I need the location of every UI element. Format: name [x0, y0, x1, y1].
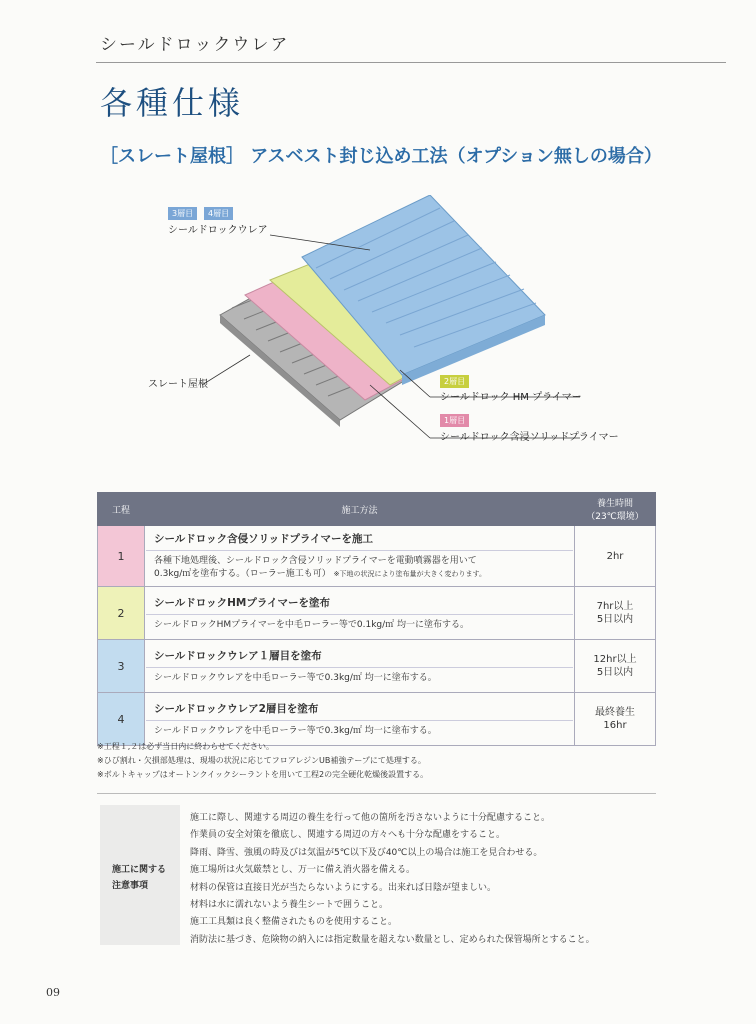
caution-heading-line1: 施工に関する	[112, 865, 167, 875]
header-cure	[575, 493, 656, 526]
step-number: 4	[98, 693, 145, 746]
step-desc-text: シールドロックウレアを中毛ローラー等で0.3kg/㎡ 均一に塗布する。	[154, 725, 437, 736]
step-description	[146, 551, 573, 585]
step-method	[145, 526, 575, 587]
cure-time-line2: 5日以内	[596, 667, 634, 678]
caution-item: 消防法に基づき、危険物の納入には指定数量を超えない数量とし、定められた保管場所とすること。	[190, 934, 595, 945]
caution-heading	[112, 862, 166, 894]
step-title: シールドロックウレア１層目を塗布	[146, 644, 573, 668]
table-notes	[97, 740, 428, 782]
step-title: シールドロックウレア2層目を塗布	[146, 697, 573, 721]
step-method	[145, 640, 575, 693]
page-title: 各種仕様	[100, 84, 245, 122]
caution-item: 材料は水に濡れないよう養生シートで囲うこと。	[190, 900, 389, 911]
cure-time-line2: 16hr	[603, 720, 627, 731]
step-title: シールドロックHMプライマーを塗布	[146, 591, 573, 615]
process-row	[98, 587, 656, 640]
step-number: 3	[98, 640, 145, 693]
step-description	[146, 668, 573, 689]
caution-item: 作業員の安全対策を徹底し、関連する周辺の方々へも十分な配慮をすること。	[190, 830, 506, 841]
caution-list	[190, 810, 595, 949]
cure-time	[575, 526, 656, 587]
cure-time-line1: 最終養生	[595, 707, 635, 718]
caution-item: 降雨、降雪、強風の時及びは気温が5℃以下及び40℃以上の場合は施工を見合わせる。	[190, 847, 543, 858]
step-note: ※下地の状況により塗布量が大きく変わります。	[333, 570, 486, 578]
process-row	[98, 693, 656, 746]
note-item: ※ひび割れ・欠損部処理は、現場の状況に応じてフロアレジンUB補強テープにて処理する。	[97, 756, 426, 765]
section-subtitle: ［スレート屋根］ アスベスト封じ込め工法（オプション無しの場合）	[100, 146, 662, 167]
layer2-tag: 2層目	[440, 375, 469, 388]
step-description	[146, 615, 573, 636]
section-divider	[97, 793, 656, 794]
slate-label: スレート屋根	[148, 379, 208, 390]
step-title: シールドロック含侵ソリッドプライマーを施工	[146, 527, 573, 551]
header-cure-sub: （23℃環境）	[586, 512, 644, 522]
step-method	[145, 587, 575, 640]
caution-item: 施工工具類は良く整備されたものを使用すること。	[190, 917, 398, 928]
cure-time-line1: 7hr以上	[596, 601, 634, 612]
cure-time-line1: 2hr	[606, 550, 624, 562]
step-desc-text: 各種下地処理後、シールドロック含侵ソリッドプライマーを電動噴霧器を用いて	[154, 556, 477, 566]
note-item: ※工程１,２は必ず当日内に終わらせてください。	[97, 742, 275, 751]
brand-title: シールドロックウレア	[100, 35, 290, 55]
caution-item: 施工場所は火気厳禁とし、万一に備え消火器を備える。	[190, 865, 416, 876]
layer1-tag: 1層目	[440, 414, 469, 427]
urea-label: シールドロックウレア	[168, 225, 268, 236]
step-desc-text: シールドロックウレアを中毛ローラー等で0.3kg/㎡ 均一に塗布する。	[154, 672, 437, 683]
hm-primer-label: シールドロック HM プライマー	[440, 392, 582, 403]
caution-item: 施工に際し、関連する周辺の養生を行って他の箇所を汚さないように十分配慮すること。	[190, 813, 551, 823]
layer4-tag: 4層目	[204, 207, 233, 220]
cure-time	[575, 693, 656, 746]
step-number: 1	[98, 526, 145, 587]
layer3-tag: 3層目	[168, 207, 197, 220]
header-step: 工程	[98, 493, 145, 526]
header-divider	[96, 62, 726, 63]
header-cure-label: 養生時間	[596, 499, 633, 509]
solid-primer-label: シールドロック含浸ソリッドプライマー	[440, 432, 619, 443]
cure-time	[575, 587, 656, 640]
step-number: 2	[98, 587, 145, 640]
roof-layer-diagram	[140, 195, 640, 465]
caution-item: 材料の保管は直接日光が当たらないようにする。出来れば日陰が望ましい。	[190, 882, 497, 893]
cure-time-line1: 12hr以上	[593, 654, 637, 665]
process-row	[98, 640, 656, 693]
cure-time	[575, 640, 656, 693]
step-description	[146, 721, 573, 742]
step-method	[145, 693, 575, 746]
page-number: 09	[46, 986, 60, 999]
header-method: 施工方法	[145, 493, 575, 526]
note-item: ※ボルトキャップはオートンクイックシーラントを用いて工程2の完全硬化乾燥後設置する。	[97, 770, 429, 779]
process-table	[97, 492, 656, 746]
step-desc-text2: 0.3kg/㎡を塗布する。（ローラー施工も可）	[154, 569, 331, 579]
cure-time-line2: 5日以内	[596, 614, 634, 625]
caution-heading-line2: 注意事項	[112, 881, 149, 891]
step-desc-text: シールドロックHMプライマーを中毛ローラー等で0.1kg/㎡ 均一に塗布する。	[154, 619, 470, 630]
process-row	[98, 526, 656, 587]
